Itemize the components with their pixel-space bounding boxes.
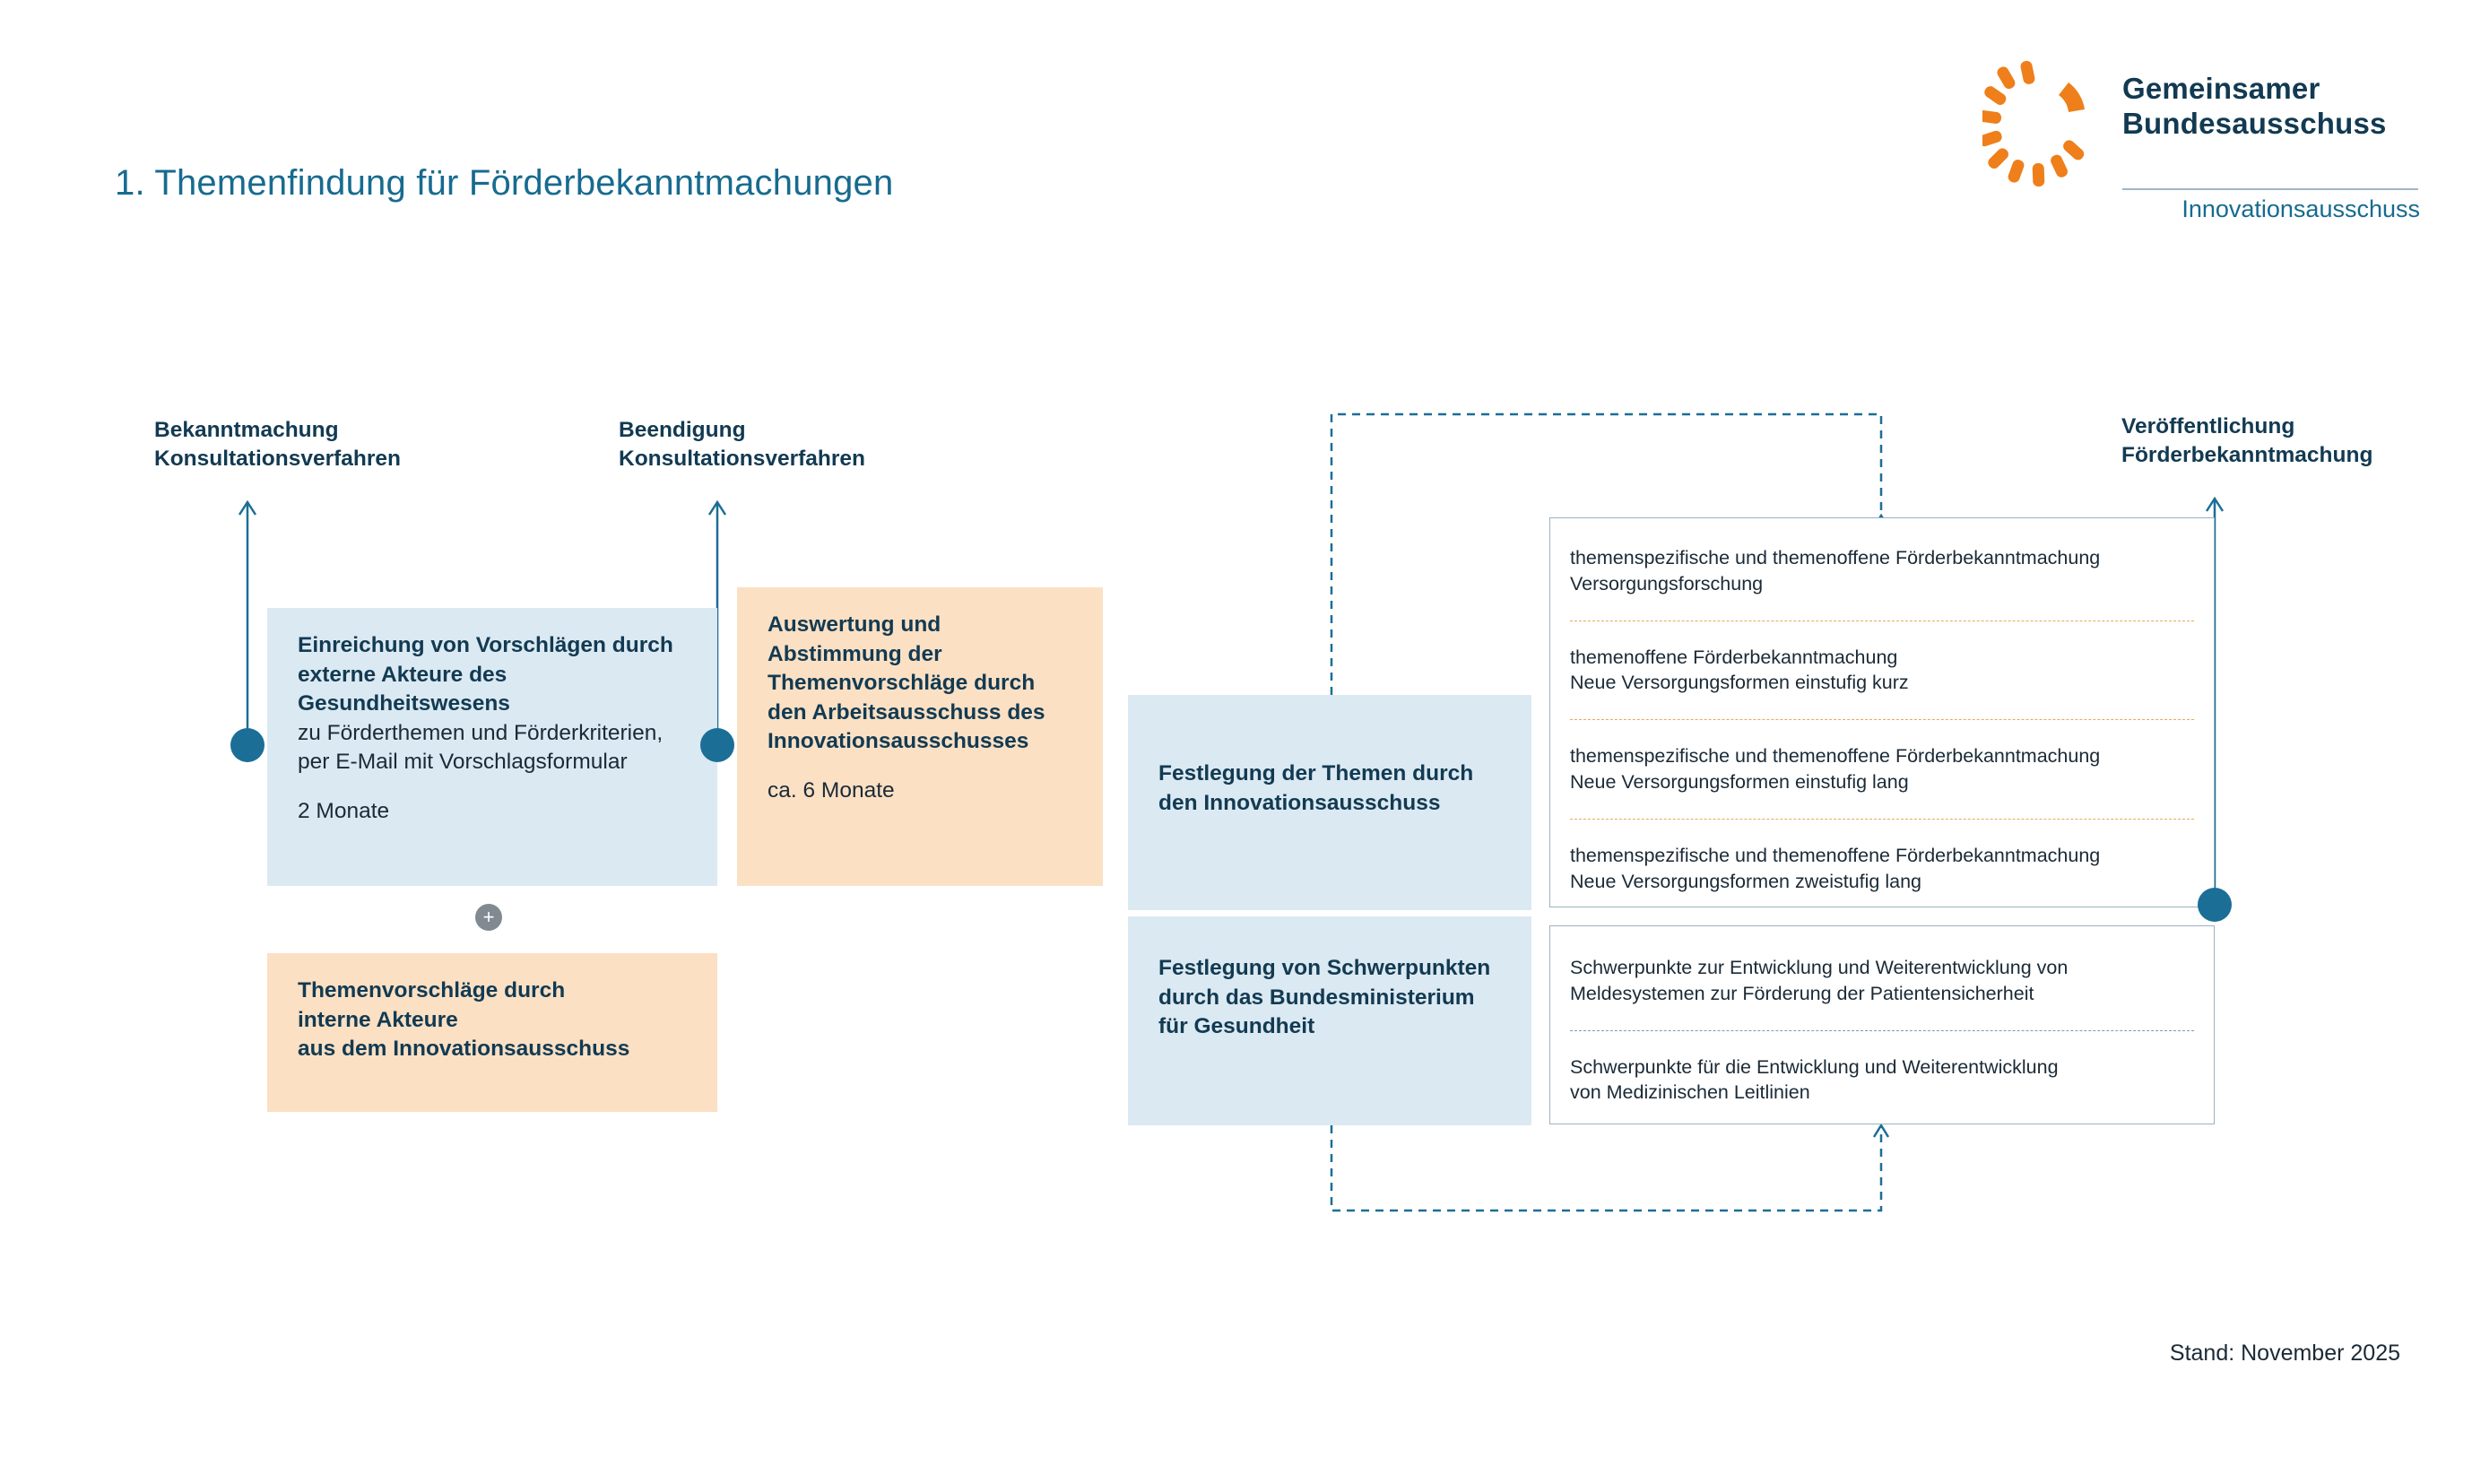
spacer [1550,1007,2214,1030]
panel-topic-item-2-line2: Neue Versorgungsformen einstufig kurz [1570,672,1909,694]
box-evaluation-content [737,587,1103,825]
timeline-dot-start [230,728,265,762]
panel-topic-announcements [1549,517,2215,907]
logo-block [1970,45,2418,224]
box-internal-content [267,953,717,1084]
panel-topic-item-3 [1550,743,2214,795]
panel-focus-item-1 [1550,955,2214,1007]
box-submission-bold: Einreichung von Vorschlägen durch externe Akteure des Gesundheitswesens [298,633,673,716]
caption-end [2121,412,2372,471]
caption-mid [619,416,865,474]
panel-focus-item-2-line2: von Medizinischen Leitlinien [1570,1081,1810,1104]
logo-line-2: Bundesausschuss [2122,106,2387,140]
plus-connector-node: + [475,904,502,931]
spacer [1550,820,2214,843]
caption-end-line2: Förderbekanntmachung [2121,443,2373,468]
box-internal-line2: interne Akteure [298,1007,458,1032]
panel-focus-item-1-line2: Meldesystemen zur Förderung der Patientensicherheit [1570,982,2034,1004]
panel-focus-item-2-line1: Schwerpunkte für die Entwicklung und Weiterentwicklung [1570,1055,2059,1078]
logo-subtitle: Innovationsausschuss [2181,195,2420,222]
spacer [1550,696,2214,719]
box-focus-determination [1128,916,1531,1125]
box-submission-normal: zu Förderthemen und Förderkriterien, per E-Mail mit Vorschlagsformular [298,720,664,775]
spacer [1550,1031,2214,1054]
box-topic-bold: Festlegung der Themen durch den Innovationsausschuss [1158,761,1474,815]
caption-start-line2: Konsultationsverfahren [154,447,401,472]
panel-topic-item-1 [1550,545,2214,597]
spacer [768,757,1076,777]
timeline-dot-end [2198,888,2232,922]
caption-mid-line2: Konsultationsverfahren [619,447,865,472]
caption-end-line1: Veröffentlichung [2121,414,2295,438]
caption-start [154,416,401,474]
panel-focus-item-2 [1550,1054,2214,1106]
panel-topic-item-1-line1: themenspezifische und themenoffene Förderbekanntmachung [1570,547,2101,568]
box-evaluation-duration: ca. 6 Monate [768,777,895,803]
spacer [1550,597,2214,621]
panel-focus-areas [1549,925,2215,1124]
panel-topic-item-1-line2: Versorgungsforschung [1570,572,1764,594]
spacer [1550,621,2214,645]
g-ba-sunburst-logo-icon [1982,61,2108,187]
logo-wordmark [2122,72,2387,142]
spacer [1550,795,2214,819]
spacer [298,777,690,797]
spacer [1550,720,2214,743]
box-focus-bold: Festlegung von Schwerpunkten durch das Bundesministerium für Gesundheit [1158,956,1491,1039]
box-internal-line3: aus dem Innovationsausschuss [298,1037,630,1062]
box-evaluation [737,587,1103,886]
timeline-dot-mid [700,728,734,762]
logo-line-1: Gemeinsamer [2122,72,2320,105]
panel-focus-item-1-line1: Schwerpunkte zur Entwicklung und Weiterentwicklung von [1570,957,2069,978]
panel-topic-item-2-line1: themenoffene Förderbekanntmachung [1570,646,1898,668]
panel-pad-top [1550,518,2214,545]
caption-start-line1: Bekanntmachung [154,418,339,442]
box-topic-determination [1128,695,1531,910]
panel-topic-item-4-line2: Neue Versorgungsformen zweistufig lang [1570,870,1921,892]
box-submission [267,608,717,886]
box-focus-content [1128,916,1531,1062]
caption-mid-line1: Beendigung [619,418,746,442]
box-evaluation-bold: Auswertung und Abstimmung der Themenvorschläge durch den Arbeitsausschuss des Innovationsausschusses [768,612,1045,754]
box-submission-duration: 2 Monate [298,798,390,823]
panel-topic-item-2 [1550,645,2214,697]
panel-topic-item-4-line1: themenspezifische und themenoffene Förderbekanntmachung [1570,844,2101,866]
status-date: Stand: November 2025 [2169,1341,2400,1366]
panel-topic-item-3-line1: themenspezifische und themenoffene Förderbekanntmachung [1570,745,2101,768]
panel-topic-item-4 [1550,843,2214,895]
panel-pad-top [1550,926,2214,955]
panel-topic-item-3-line2: Neue Versorgungsformen einstufig lang [1570,770,1909,793]
box-internal-proposals [267,953,717,1112]
box-topic-content [1128,695,1531,837]
box-internal-line1: Themenvorschläge durch [298,978,566,1002]
logo-divider [2122,188,2418,190]
page-title: 1. Themenfindung für Förderbekanntmachungen [115,163,894,203]
box-submission-content [267,608,717,846]
